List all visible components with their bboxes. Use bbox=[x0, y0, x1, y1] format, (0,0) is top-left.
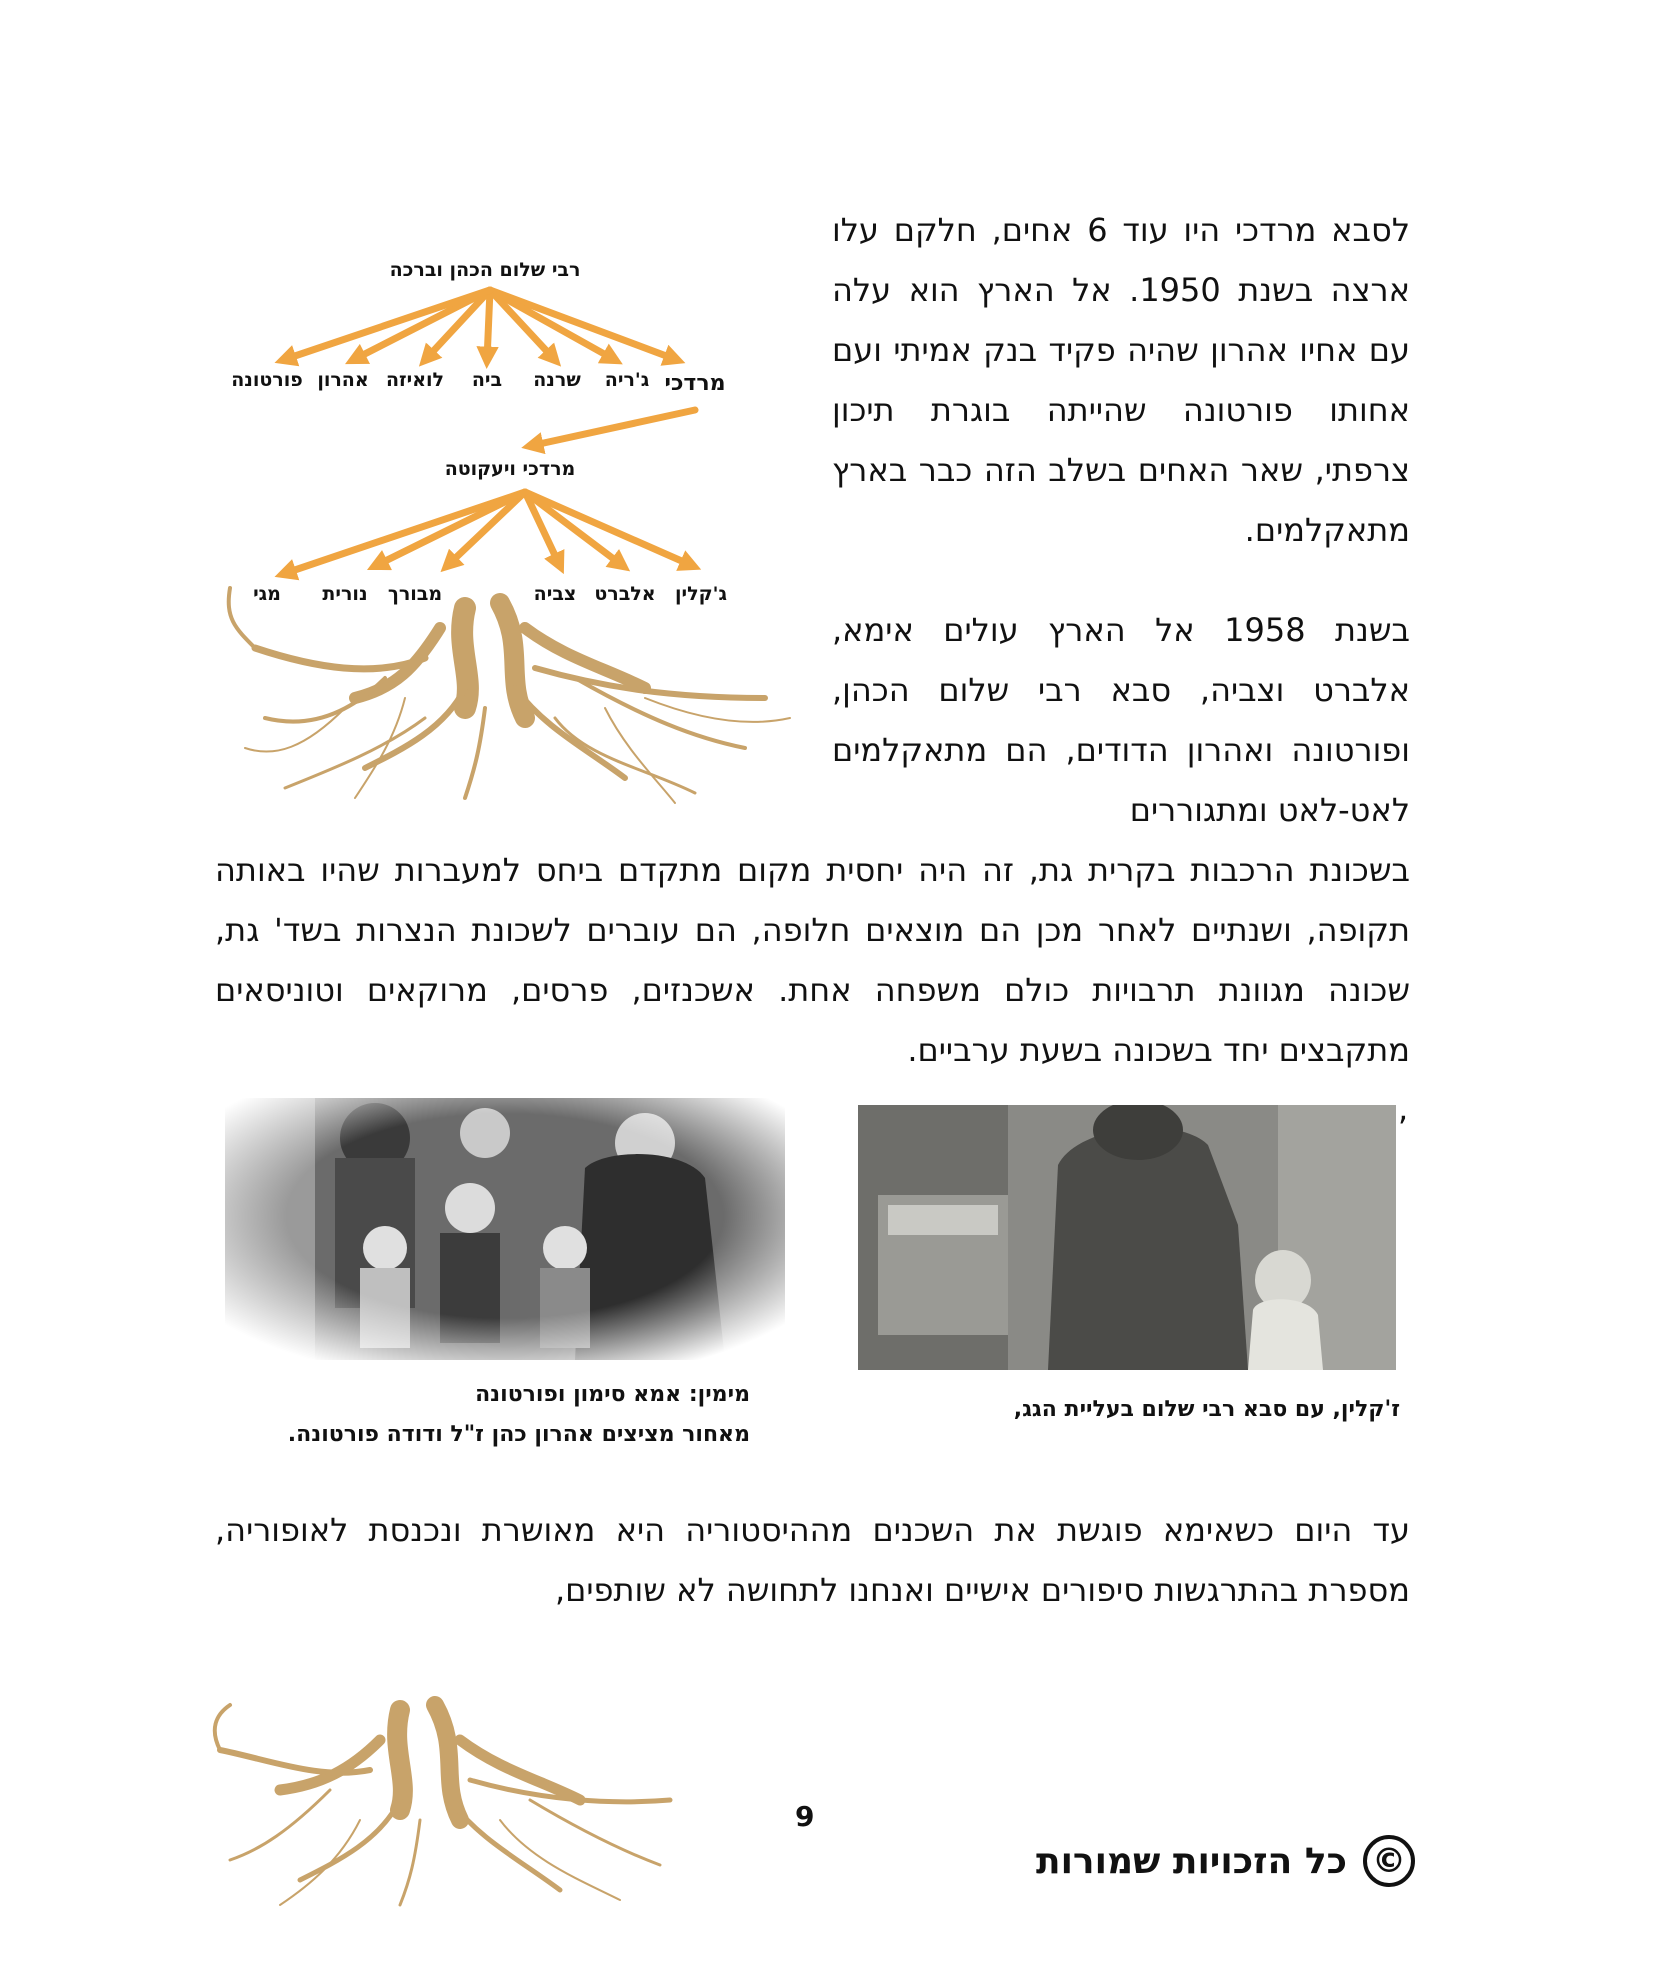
page-number: 9 bbox=[795, 1800, 815, 1833]
caption-left-line1: מימין: אמא סימון ופורטונה bbox=[475, 1382, 750, 1407]
paragraph-aliyah-1958: בשנת 1958 אל הארץ עולים אימא, אלברט וצביה, סבא רבי שלום הכהן, ופורטונה ואהרון הדודים, הם מתאקלמים לאט-לאט ומתגוררים bbox=[832, 611, 1411, 829]
tree-arrows-gen1 bbox=[283, 290, 695, 446]
tree-gen1-6: פורטונה bbox=[231, 369, 303, 391]
tree-gen1-0: מרדכי bbox=[664, 371, 726, 396]
paragraph-neighbors-today: עד היום כשאימא פוגשת את השכנים מההיסטוריה היא מאושרת ונכנסת לאופוריה, מספרת בהתרגשות סיפורים אישיים ואנחנו לתחושה לא שותפים, bbox=[215, 1511, 1410, 1609]
tree-arrows-gen2 bbox=[283, 492, 693, 574]
tree-gen2-4: נורית bbox=[322, 583, 368, 605]
stray-comma: , bbox=[1398, 1090, 1409, 1128]
tree-gen2-3: מבורך bbox=[387, 583, 443, 605]
tree-gen2-2: צביה bbox=[533, 583, 577, 605]
copyright-notice bbox=[1020, 1835, 1415, 1895]
tree-gen2-0: ג'קלין bbox=[675, 583, 727, 605]
tree-gen1-1: ג'ריה bbox=[604, 369, 650, 391]
tree-gen2-1: אלברט bbox=[594, 583, 656, 605]
tree-gen2-5: מגי bbox=[253, 583, 281, 605]
photo-family-group bbox=[225, 1098, 785, 1360]
caption-right-photo: ז'קלין, עם סבא רבי שלום בעליית הגג, bbox=[1013, 1397, 1400, 1422]
tree-gen1-5: אהרון bbox=[317, 369, 369, 391]
paragraph-neighborhood: בשכונת הרכבות בקרית גת, זה היה יחסית מקום מתקדם ביחס למעברות שהיו באותה תקופה, ושנתיים לאחר מכן הם מוצאים חלופה, הם עוברים לשכונת הנצרות בשד' גת, שכונה מגוונת תרבויות כולם משפחה אחת. אשכנזים, פרסים, מרוקאים וטוניסאים מתקבצים יחד בשכונה בשעת ערביים. bbox=[215, 851, 1410, 1069]
roots-footer-illustration bbox=[210, 1690, 680, 1910]
tree-gen1-4: לואיזה bbox=[385, 369, 445, 391]
tree-middle-name: מרדכי ויעקוטה bbox=[444, 458, 576, 480]
family-tree-diagram bbox=[225, 248, 795, 808]
copyright-text: כל הזכויות שמורות bbox=[1035, 1841, 1347, 1882]
caption-left-line2: מאחור מציצים אהרון כהן ז"ל ודודה פורטונה. bbox=[287, 1422, 750, 1447]
tree-top-name: רבי שלום הכהן וברכה bbox=[389, 259, 581, 281]
photo-jacqueline-grandfather bbox=[858, 1105, 1396, 1370]
caption-left-photo bbox=[250, 1375, 750, 1455]
paragraph-siblings: לסבא מרדכי היו עוד 6 אחים, חלקם עלו ארצה בשנת 1950. אל הארץ הוא עלה עם אחיו אהרון שהיה פקיד בנק אמיתי ועם אחותו פורטונה שהייתה בוגרת תיכון צרפתי, שאר האחים בשלב הזה כבר בארץ מתאקלמים. bbox=[832, 211, 1411, 549]
copyright-icon: © bbox=[1363, 1835, 1415, 1887]
tree-gen1-3: ביה bbox=[471, 369, 503, 391]
tree-gen1-2: שרנה bbox=[533, 369, 581, 391]
roots-illustration bbox=[229, 588, 790, 803]
